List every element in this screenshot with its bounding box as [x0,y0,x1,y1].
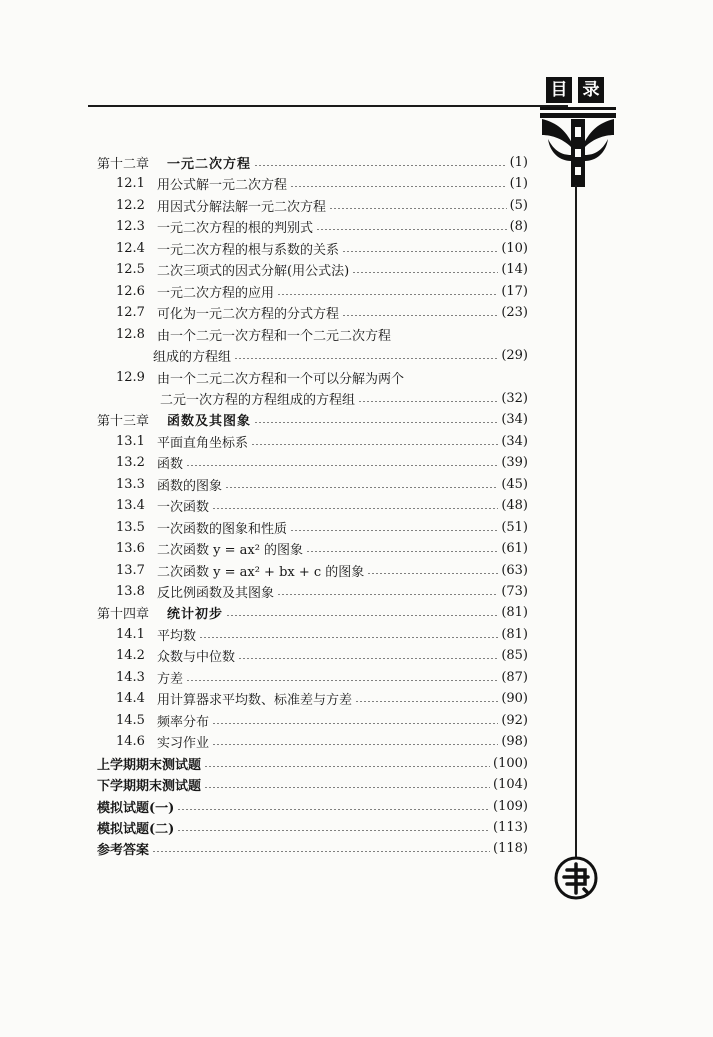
toc-row [97,602,528,622]
toc-row [116,367,528,387]
toc-page-number: (17) [501,283,528,299]
toc-row [116,173,528,193]
toc-leader-dots [204,787,490,788]
toc-number: 14.6 [116,733,145,749]
header-title-char-1: 目 [546,77,572,103]
toc-row [116,710,528,730]
toc-row [97,152,528,172]
toc-title: 一元二次方程的根与系数的关系 [157,242,340,258]
toc-number: 13.3 [116,476,145,492]
toc-number: 12.4 [116,240,145,256]
toc-leader-dots [186,465,498,466]
toc-page-number: (113) [493,819,528,835]
toc-title: 函数及其图象 [167,413,252,429]
toc-title: 用公式解一元二次方程 [157,177,288,193]
toc-leader-dots [254,165,507,166]
toc-title: 用因式分解法解一元二次方程 [157,199,327,215]
toc-row [116,667,528,687]
toc-title: 参考答案 [97,842,150,858]
toc-title: 一元二次方程 [167,156,252,172]
side-rule [575,185,577,860]
toc-page-number: (8) [509,218,528,234]
toc-title: 频率分布 [157,714,210,730]
toc-row [116,517,528,537]
toc-leader-dots [306,551,498,552]
toc-page-number: (48) [501,497,528,513]
toc-number: 12.8 [116,326,145,342]
toc-page-number: (104) [493,776,528,792]
toc-title: 二次函数 y = ax² + bx + c 的图象 [157,564,365,580]
toc-title: 由一个二元一次方程和一个二元二次方程 [157,328,392,344]
toc-number: 13.4 [116,497,145,513]
toc-page-number: (73) [501,583,528,599]
toc-page-number: (14) [501,261,528,277]
toc-title: 一元二次方程的根的判别式 [157,220,314,236]
toc-number: 13.7 [116,562,145,578]
toc-leader-dots [358,401,498,402]
toc-leader-dots [199,637,498,638]
toc-row [116,195,528,215]
toc-page-number: (61) [501,540,528,556]
toc-number: 12.7 [116,304,145,320]
toc-title: 反比例函数及其图象 [157,585,275,601]
toc-row [116,324,528,344]
toc-number: 12.5 [116,261,145,277]
toc-page-number: (32) [501,390,528,406]
toc-leader-dots [225,487,498,488]
toc-title: 二元一次方程的方程组成的方程组 [160,392,356,408]
toc-row [116,645,528,665]
toc-leader-dots [290,530,498,531]
toc-title: 众数与中位数 [157,649,236,665]
toc-title: 二次函数 y = ax² 的图象 [157,542,304,558]
toc-row [116,302,528,322]
toc-row [116,431,528,451]
book-seal-icon [553,855,599,901]
toc-page-number: (34) [501,433,528,449]
toc-number: 14.3 [116,669,145,685]
toc-leader-dots [177,809,490,810]
toc-row [116,624,528,644]
toc-title: 平面直角坐标系 [157,435,249,451]
toc-page-number: (87) [501,669,528,685]
toc-leader-dots [329,208,507,209]
toc-number: 13.1 [116,433,145,449]
toc-row [160,388,528,408]
toc-row [116,538,528,558]
toc-number: 14.4 [116,690,145,706]
toc-page-number: (23) [501,304,528,320]
toc-row [153,345,528,365]
toc-row [97,838,528,858]
toc-title: 函数 [157,456,184,472]
toc-row [116,259,528,279]
toc-number: 第十四章 [97,606,150,622]
toc-leader-dots [254,422,498,423]
toc-page-number: (81) [501,604,528,620]
toc-leader-dots [277,594,498,595]
toc-page-number: (63) [501,562,528,578]
toc-row [97,774,528,794]
toc-leader-dots [342,315,498,316]
toc-title: 由一个二元二次方程和一个可以分解为两个 [157,371,405,387]
toc-leader-dots [226,615,498,616]
toc-number: 14.1 [116,626,145,642]
toc-number: 13.8 [116,583,145,599]
toc-title: 二次三项式的因式分解(用公式法) [157,263,350,279]
toc-title: 方差 [157,671,184,687]
toc-page-number: (10) [501,240,528,256]
toc-row [116,731,528,751]
toc-leader-dots [238,658,498,659]
toc-title: 一次函数的图象和性质 [157,521,288,537]
toc-leader-dots [316,229,507,230]
toc-title: 用计算器求平均数、标准差与方差 [157,692,353,708]
toc-row [97,796,528,816]
toc-title: 函数的图象 [157,478,223,494]
toc-leader-dots [212,508,498,509]
toc-leader-dots [251,444,498,445]
toc-title: 一元二次方程的应用 [157,285,275,301]
toc-number: 第十三章 [97,413,150,429]
toc-leader-dots [212,723,498,724]
toc-page-number: (85) [501,647,528,663]
toc-number: 12.6 [116,283,145,299]
toc-page-number: (45) [501,476,528,492]
toc-title: 下学期期末测试题 [97,778,202,794]
toc-row [116,216,528,236]
toc-row [97,817,528,837]
header-rule [88,105,568,107]
toc-number: 14.2 [116,647,145,663]
toc-page-number: (1) [509,175,528,191]
toc-page-number: (29) [501,347,528,363]
toc-title: 上学期期末测试题 [97,757,202,773]
toc-page-number: (98) [501,733,528,749]
toc-row [116,281,528,301]
toc-title: 模拟试题(一) [97,800,175,816]
toc-row [116,688,528,708]
toc-page-number: (118) [493,840,528,856]
toc-number: 12.9 [116,369,145,385]
toc-page-number: (90) [501,690,528,706]
toc-title: 组成的方程组 [153,349,232,365]
toc-leader-dots [290,186,507,187]
toc-title: 统计初步 [167,606,224,622]
toc-title: 实习作业 [157,735,210,751]
toc-row [116,560,528,580]
toc-page-number: (5) [509,197,528,213]
toc-row [97,409,528,429]
toc-leader-dots [352,272,498,273]
toc-number: 第十二章 [97,156,150,172]
toc-leader-dots [234,358,498,359]
toc-row [116,452,528,472]
toc-number: 12.2 [116,197,145,213]
header-title-char-2: 录 [578,77,604,103]
decorative-ornament [540,105,616,187]
toc-page-number: (39) [501,454,528,470]
toc-leader-dots [367,573,498,574]
toc-leader-dots [342,251,498,252]
toc-number: 13.6 [116,540,145,556]
toc-page-number: (34) [501,411,528,427]
toc-leader-dots [177,830,490,831]
toc-number: 12.1 [116,175,145,191]
toc-page-number: (51) [501,519,528,535]
toc-leader-dots [355,701,498,702]
toc-page-number: (1) [509,154,528,170]
toc-number: 13.2 [116,454,145,470]
toc-row [97,753,528,773]
toc-title: 可化为一元二次方程的分式方程 [157,306,340,322]
toc-leader-dots [212,744,498,745]
toc-page-number: (109) [493,798,528,814]
toc-row [116,238,528,258]
toc-row [116,495,528,515]
toc-leader-dots [277,294,498,295]
toc-number: 12.3 [116,218,145,234]
toc-title: 平均数 [157,628,197,644]
toc-leader-dots [204,766,490,767]
toc-title: 一次函数 [157,499,210,515]
toc-page-number: (92) [501,712,528,728]
toc-number: 13.5 [116,519,145,535]
toc-title: 模拟试题(二) [97,821,175,837]
toc-row [116,581,528,601]
toc-page-number: (81) [501,626,528,642]
toc-number: 14.5 [116,712,145,728]
toc-leader-dots [186,680,498,681]
toc-leader-dots [152,851,490,852]
toc-page-number: (100) [493,755,528,771]
toc-row [116,474,528,494]
